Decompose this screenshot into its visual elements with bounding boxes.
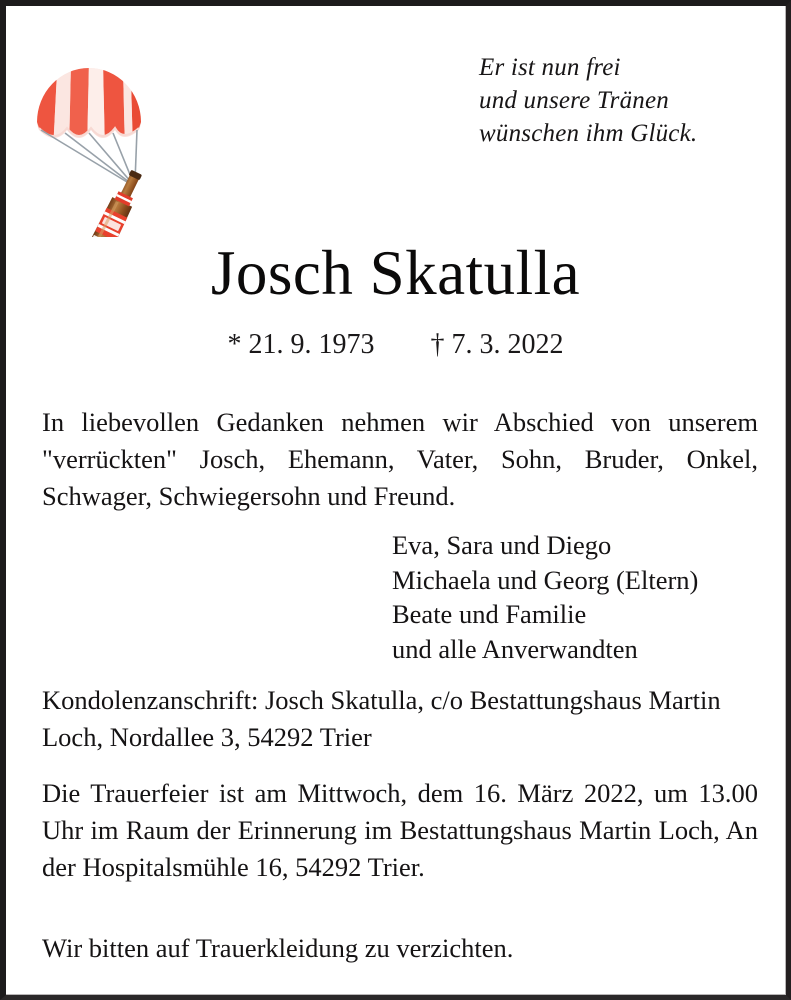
beer-bottle [87, 167, 148, 237]
survivors-line-4: und alle Anverwandten [392, 633, 638, 664]
dress-request-paragraph: Wir bitten auf Trauerkleidung zu verzichten. [42, 933, 514, 963]
survivors-block [392, 528, 772, 666]
life-dates [7, 327, 784, 363]
ceremony-details-paragraph: Die Trauerfeier ist am Mittwoch, dem 16. März 2022, um 13.00 Uhr im Raum der Erinnerung im Bestattungshaus Martin Loch, An der Hospitalsmühle 16, 54292 Trier. [42, 778, 758, 882]
epigraph-line-2: und unsere Tränen [479, 87, 669, 114]
birth-date: 21. 9. 1973 [248, 329, 375, 360]
epigraph-line-3: wünschen ihm Glück. [479, 120, 698, 147]
condolence-address-paragraph: Kondolenzanschrift: Josch Skatulla, c/o Bestattungshaus Martin Loch, Nordallee 3, 54292 Trier [42, 685, 721, 752]
birth-date-group [228, 329, 375, 360]
epigraph [479, 51, 779, 150]
death-date: 7. 3. 2022 [451, 329, 564, 360]
farewell-paragraph: In liebevollen Gedanken nehmen wir Abschied von unserem "verrückten" Josch, Ehemann, Vater, Sohn, Bruder, Onkel, Schwager, Schwiegersohn und Freund. [42, 407, 758, 511]
parachute-beer-bottle-emblem [31, 32, 181, 237]
survivors-line-3: Beate und Familie [392, 599, 587, 629]
parachute-canopy [33, 62, 147, 152]
cross-death-icon: † [430, 329, 445, 360]
asterisk-birth-icon: * [227, 329, 242, 360]
death-date-group [431, 329, 564, 360]
epigraph-line-1: Er ist nun frei [479, 54, 621, 81]
survivors-line-1: Eva, Sara und Diego [392, 530, 612, 560]
deceased-name: Josch Skatulla [210, 238, 581, 308]
survivors-line-2: Michaela und Georg (Eltern) [392, 564, 699, 595]
parachute-strings [41, 130, 137, 182]
notice-inner-area [7, 7, 784, 993]
